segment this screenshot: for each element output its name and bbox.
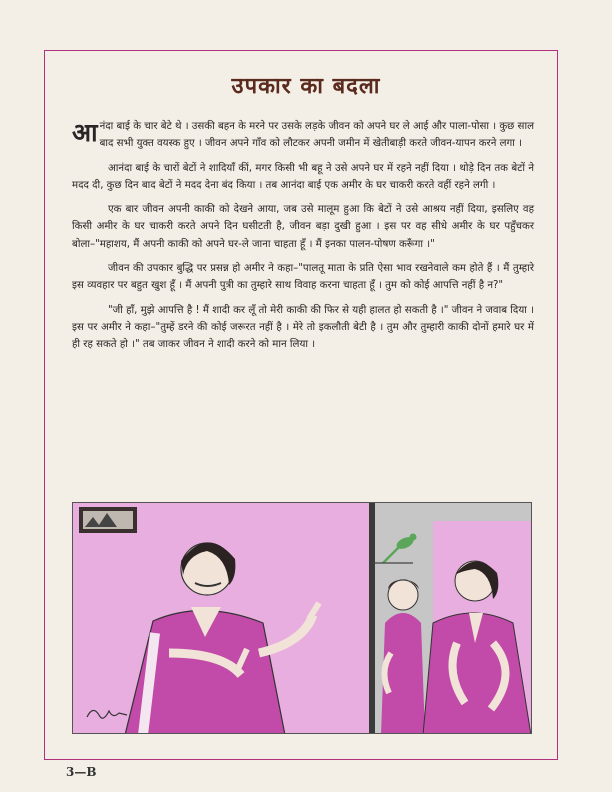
page-title: उपकार का बदला xyxy=(231,74,381,99)
illustration-scene xyxy=(73,503,532,734)
paragraph-1-text: नंदा बाई के चार बेटे थे । उसकी बहन के मरने पर उसके लड़के जीवन को अपने घर ले आई और पाला-पोसा । कुछ साल बाद सभी युक्त वयस्क हुए । जीवन अपने गाँव को लौटकर अपनी जमीन में खेतीबाड़ी करते जीवन-यापन करने लगा । xyxy=(99,121,534,150)
story-illustration xyxy=(72,502,532,734)
door-frame-divider xyxy=(369,503,375,734)
story-paragraph-5: "जी हाँ, मुझे आपत्ति है ! मैं शादी कर लूँ तो मेरी काकी की फिर से यही हालत हो सकती है ।" जीवन ने जवाब दिया । इस पर अमीर ने कहा–"तुम्हें डरने की कोई जरूरत नहीं है । मेरे तो इकलौती बेटी है । तुम और तुम्हारी काकी दोनों हमारे घर में ही रह सकते हो ।" तब जाकर जीवन ने शादी करने को मान लिया । xyxy=(72,304,534,351)
story-paragraph-3: एक बार जीवन अपनी काकी को देखने आया, जब उसे मालूम हुआ कि बेटों ने उसे आश्रय नहीं दिया, इसलिए वह किसी अमीर के घर चाकरी करते अपने दिन घसीटती है, जीवन बड़ा दुखी हुआ । इस पर वह सीधे अमीर के घर पहुँचकर बोला–"महाशय, मैं अपनी काकी को अपने घर-ले जाना चाहता हूँ । मैं इनका पालन-पोषण करूँगा ।" xyxy=(72,204,534,250)
dropcap-letter: आ xyxy=(72,118,98,147)
story-text xyxy=(72,118,534,361)
story-paragraph-2: आनंदा बाई के चारों बेटों ने शादियाँ कीं, मगर किसी भी बहू ने उसे अपने घर में रहने नहीं दिया । थोड़े दिन तक बेटों ने मदद दी, कुछ दिन बाद बेटों ने मदद देना बंद किया । तब आनंदा बाई एक अमीर के घर चाकरी करते वहीं रहने लगी । xyxy=(72,162,534,191)
story-paragraph-1 xyxy=(72,118,534,153)
page-number: 3—B xyxy=(66,765,97,779)
story-paragraph-4: जीवन की उपकार बुद्धि पर प्रसन्न हो अमीर ने कहा–"पालतू माता के प्रति ऐसा भाव रखनेवाले कम होते हैं । मैं तुम्हारे इस व्यवहार पर बहुत खुश हूँ । मैं अपनी पुत्री का तुम्हारे साथ विवाह करना चाहता हूँ । तुम को कोई आपत्ति नहीं है न?" xyxy=(72,263,534,292)
